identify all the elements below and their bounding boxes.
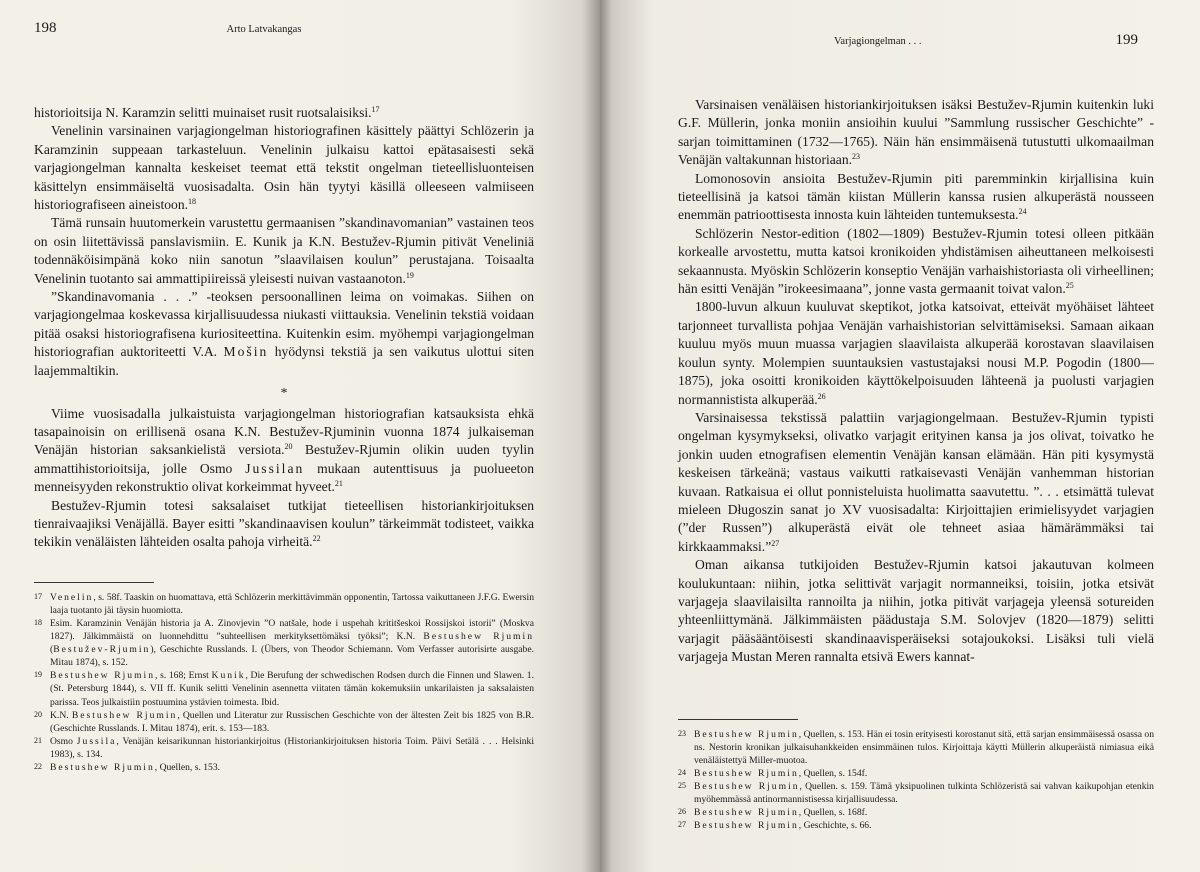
letterspaced-name: Bestushew Rjumin	[694, 820, 799, 832]
right-page-number: 199	[1115, 32, 1138, 48]
footnote	[34, 709, 534, 735]
letterspaced-name: Bestushew Rjumin	[50, 761, 155, 773]
right-page-header	[678, 28, 1154, 68]
footnote-reference: 21	[334, 479, 343, 489]
footnote-reference: 18	[188, 197, 197, 207]
right-running-head: Varjagiongelman . . .	[834, 36, 922, 47]
text-run: , Quellen und Literatur zur Russischen Geschichte von der ältesten Zeit bis 1825 von B.R. (Geschichte Russlands. I. Mitau 1874), erit. s. 153—183.	[50, 709, 534, 734]
text-run: Lomonosovin ansioita Bestužev-Rjumin piti paremminkin kirjallisina kuin tieteellisinä ja katsoi tämän kiistan Müllerin kanssa rusien alkuperästä nousseen enemmän patrioottisesta innosta kuin lähteiden tuntemuksesta.	[678, 170, 1154, 223]
paragraph	[34, 288, 534, 380]
right-paragraphs	[678, 96, 1154, 667]
footnote-number: 19	[34, 670, 42, 680]
paragraph	[678, 96, 1154, 170]
text-run: ), Geschichte Russlands. I. (Übers, von Theodor Schiemann. Vom Verfasser autorisirte ausgabe. Mitau 1874), s. 152.	[50, 644, 534, 669]
text-run: , Quellen, s. 153.	[154, 761, 221, 773]
right-footnote-rule	[678, 719, 798, 720]
footnote	[34, 761, 534, 774]
footnote	[678, 728, 1154, 767]
footnote-reference: 17	[371, 105, 380, 114]
letterspaced-name: Jussilan	[245, 460, 305, 476]
text-run: , Venäjän keisarikunnan historiankirjoitus (Historiankirjoituksen historia Toim. Päivi Setälä . . . Helsinki 1983), s. 134.	[50, 735, 534, 760]
letterspaced-name: Bestushew Rjumin	[694, 728, 799, 740]
text-run: 1800-luvun alkuun kuuluvat skeptikot, jotka katsoivat, etteivät myöhäiset lähteet tarjonneet turvallista pohjaa Venäjän varhaishistorian selvittämiseksi. Samaan aikaan kuuluu myös muun muassa varjagien slaavilaista alkuperää korostavan slaavilaisen koulun synty. Molempien suuntauksien vastustajaksi nousi M.P. Pogodin (1800—1875), joka osoitti kronikoiden käyttökelpoisuuden lähteenä ja puolusti varjagien normannistista alkuperää.	[678, 299, 1154, 407]
footnote-text	[50, 591, 534, 617]
footnote	[678, 819, 1154, 832]
text-run: , Die Berufung der schwedischen Rodsen durch die Finnen und Slawen. 1. (St. Petersburg 1844), s. VII ff. Kunik selitti Venelinin asennetta viitaten tämän kokemuksiin unkarilaisten ja saksalaisten parissa. Teos julkaistiin postuumina ystävien toimesta. Ibid.	[50, 670, 534, 708]
right-footnotes	[678, 728, 1154, 833]
text-run: Tämä runsain huutomerkein varustettu germaanisen ”skandinavomanian” vastainen teos on osin liitettävissä panslavismiin. E. Kunik ja K.N. Bestužev-Rjumin pitivät Veneliniä todennäköisimpänä koko niin sanotun ”slaavilaisen koulun” perustajana. Toisaalta Venelinin tuotanto sai ammattipiireissä yleisesti nuivan vastaanoton.	[34, 215, 534, 286]
footnote	[34, 669, 534, 708]
text-run: Oman aikansa tutkijoiden Bestužev-Rjumin katsoi jakautuvan kolmeen koulukuntaan: niihin, jotka selittivät varjagit normanneiksi, toisiin, jotka etsivät varjageja slaavilaisilta rannoilta ja niihin, jotka pitivät varjageja yleensä sotureiden yhteenliittymänä. Jälkimmäisten päädustaja S.M. Solovjev (1820—1879) selitti varjagit pääsääntöisesti skandinaavisperäiseksi sotajoukoksi. Lisäksi tuli vielä varjageja Mustan Meren rannalta etsivä Ewers kannat-	[678, 557, 1154, 665]
footnote-text	[694, 728, 1154, 767]
right-body-text	[678, 96, 1154, 667]
letterspaced-name: Kunik	[211, 670, 246, 682]
paragraph	[34, 104, 534, 122]
left-paragraphs	[34, 104, 534, 380]
footnote	[678, 767, 1154, 780]
left-footnotes	[34, 591, 534, 774]
text-run: mukaan autenttisuus ja puolueeton menneisyyden rekonstruktio olivat korkeimmat hyveet.	[34, 460, 535, 495]
letterspaced-name: Bestushew Rjumin	[694, 780, 800, 792]
footnote-number: 25	[678, 780, 686, 790]
right-page	[600, 0, 1200, 872]
footnote-reference: 22	[312, 534, 321, 544]
paragraph	[34, 122, 534, 214]
paragraph	[34, 214, 534, 288]
footnote-text	[694, 780, 1154, 806]
footnote-reference: 26	[817, 391, 826, 401]
text-run: Esim. Karamzinin Venäjän historia ja A. Zinovjevin ”O natšale, hode i uspehah krititšeskoi Rossijskoi istorii” (Moskva 1827). Jälkimmäistä on luonnehdittu ”suhteellisen merkityksettömäksi työksi”; K.N.	[50, 617, 534, 643]
paragraph	[34, 405, 534, 497]
footnote-reference: 24	[1018, 207, 1027, 217]
letterspaced-name: Venelin	[50, 591, 94, 603]
footnote-text	[694, 806, 1154, 819]
footnote-number: 26	[678, 807, 686, 817]
footnote-text	[50, 735, 534, 761]
text-run: , Quellen, s. 154f.	[798, 767, 868, 779]
footnote-number: 21	[34, 735, 42, 745]
text-run: historioitsija N. Karamzin selitti muinaiset rusit ruotsalaisiksi.	[34, 105, 372, 120]
paragraph	[34, 497, 534, 552]
left-footnote-rule	[34, 582, 154, 583]
text-run: Osmo	[50, 735, 77, 747]
footnote-number: 23	[678, 728, 686, 738]
letterspaced-name: Mošin	[223, 344, 269, 360]
text-run: Venelinin varsinainen varjagiongelman historiografinen käsittely päättyi Schlözerin ja Karamzinin suppeaan tarkasteluun. Venelinin julkaisu kattoi epätasaisesti sekä varjagiongelman kannalta keskeiset teemat että tekstit ongelman tieteellisluonteisen käsittelyn ensimmäiseltä vuosisadalta. Osin hän tyytyi käsillä olleeseen valmiiseen historiografiseen aineistoon.	[34, 123, 534, 213]
letterspaced-name: Bestushew Rjumin	[50, 670, 156, 682]
text-run: Bestužev-Rjumin totesi saksalaiset tutkijat tieteellisen historiankirjoituksen tienraivaajiksi Venäjällä. Bayer esitti ”skandinaavisen koulun” tärkeimmät todisteet, vaikka tekikin venäläisten lähteiden osalta pahoja virheitä.	[34, 497, 534, 550]
paragraph	[678, 225, 1154, 299]
footnote	[34, 591, 534, 617]
text-run: Viime vuosisadalla julkaistuista varjagiongelman historiografian katsauksista ehkä tasapainoisin on erillisenä osana K.N. Bestužev-Rjuminin vuonna 1874 julkaiseman Venäjän historian saksankielistä versiota.	[34, 405, 534, 458]
left-running-head: Arto Latvakangas	[226, 24, 302, 35]
footnote-text	[50, 709, 534, 735]
text-run: Bestužev-Rjumin olikin uuden tyylin ammattihistorioitsija, jolle Osmo	[34, 442, 534, 476]
text-run: K.N.	[50, 709, 72, 721]
footnote	[34, 617, 534, 669]
text-run: Schlözerin Nestor-edition (1802—1809) Bestužev-Rjumin totesi olleen pitkään korkealle arvostettu, mutta katsoi kronikoiden yhdistämisen aiheuttaneen melkoisesti sekaannusta. Myöskin Schlözerin konseptio Venäjän varhaishistoriasta oli virheellinen; hän esitti Venäjän ”irokeesimaana”, jonne vasta germaanit toivat valon.	[678, 225, 1154, 297]
footnote-number: 27	[678, 820, 686, 830]
text-run: , Geschichte, s. 66.	[798, 820, 872, 832]
paragraph	[678, 170, 1154, 225]
text-run: , s. 58f. Taaskin on huomattava, että Schlözerin merkittävimmän opponentin, Tartossa vaikuttaneen J.F.G. Ewersin laaja tuotanto jäi täysin huomiotta.	[50, 591, 534, 616]
footnote-text	[50, 617, 534, 669]
footnote-reference: 19	[405, 270, 414, 280]
left-page-number: 198	[34, 20, 57, 36]
section-separator: *	[280, 385, 288, 401]
footnote-text	[694, 819, 1154, 832]
footnote-text	[50, 761, 534, 774]
paragraph	[678, 556, 1154, 666]
footnote-reference: 23	[852, 152, 861, 162]
footnote-number: 17	[34, 591, 42, 601]
left-page-header	[34, 20, 534, 60]
letterspaced-name: Bestushew Rjumin	[694, 767, 799, 779]
text-run: Varsinaisen venäläisen historiankirjoituksen isäksi Bestužev-Rjumin kuitenkin luki G.F. Müllerin, jonka moniin ansioihin kuului ”Sammlung russischer Geschichte” -sarjan toimittaminen (1732—1765). Näin hän ensimmäisenä tutustutti ulkomaailman Venäjän valtakunnan historiaan.	[678, 97, 1154, 168]
text-run: , Quellen, s. 168f.	[798, 807, 868, 819]
footnote-number: 22	[34, 761, 42, 771]
left-body-text	[34, 104, 534, 552]
footnote-reference: 25	[1065, 281, 1074, 291]
text-run: Varsinaisessa tekstissä palattiin varjagiongelmaan. Bestužev-Rjumin typisti ongelman kysymykseksi, olivatko varjagit erityinen kansa ja jos olivat, toivatko he jonkin uuden etnografisen elementin Venäjän kansan elämään. Hän piti kysymystä keskeisen tärkeänä; vastaus vaikutti ratkaisevasti Venäjän vanhemman historian kuvaan. Ratkaisua ei ollut ponnisteluista huolimatta saavutettu. ”. . . etsimättä tulevat mieleen Długoszin sanat jo XV vuosisadalta: Kirjoittajien erimielisyydet varjagien (”der Russen”) alkuperästä eivät ole tehneet asiaa hämärämmäksi tai kirkkaammaksi.”	[678, 409, 1154, 554]
paragraph	[678, 409, 1154, 556]
footnote	[34, 735, 534, 761]
footnote	[678, 780, 1154, 806]
paragraph	[678, 298, 1154, 408]
footnote-reference: 20	[284, 442, 293, 452]
text-run: ”Skandinavomania . . .” -teoksen persoonallinen leima on voimakas. Siihen on varjagiongelmaa koskevassa kirjallisuudessa niukasti viittauksia. Venelinin tekstiä voidaan pitää osaksi historiografisena kuriositeettina. Kuitenkin esim. myöhempi varjagiongelman historiografian auktoriteetti V.A.	[34, 289, 534, 360]
letterspaced-name: Bestushew Rjumin	[694, 807, 799, 819]
footnote-number: 20	[34, 709, 42, 719]
letterspaced-name: Jussila	[76, 735, 117, 747]
footnote-number: 18	[34, 617, 42, 627]
footnote-number: 24	[678, 767, 686, 777]
footnote-reference: 27	[771, 538, 780, 548]
left-paragraphs-after	[34, 405, 534, 552]
footnote	[678, 806, 1154, 819]
footnote-text	[50, 669, 534, 708]
letterspaced-name: Bestushew Rjumin	[71, 709, 178, 721]
footnote-text	[694, 767, 1154, 780]
text-run: , Quellen. s. 159. Tämä yksipuolinen tulkinta Schlözeristä sai vahvan kaikupohjan etenkin myöhemmässä antinormannistisessa kirjallisuudessa.	[694, 780, 1154, 806]
text-run: hyödynsi tekstiä ja sen vaikutus ulottui siten laajemmaltikin.	[34, 344, 534, 378]
text-run: , s. 168; Ernst	[155, 670, 212, 682]
text-run: , Quellen, s. 153. Hän ei tosin erityisesti korostanut sitä, että sarjan ensimmäisessä osassa on ns. Nestorin kronikan julkaisuhankkeiden ensimmäinen tulos. Kirjoittaja käytti Müllerin alkuperäistä nimiasua eikä venäläistettyä Miller-muotoa.	[694, 728, 1154, 766]
text-run: (	[50, 644, 54, 656]
letterspaced-name: Bestužev-Rjumin	[53, 644, 151, 656]
letterspaced-name: Bestushew Rjumin	[423, 631, 534, 643]
